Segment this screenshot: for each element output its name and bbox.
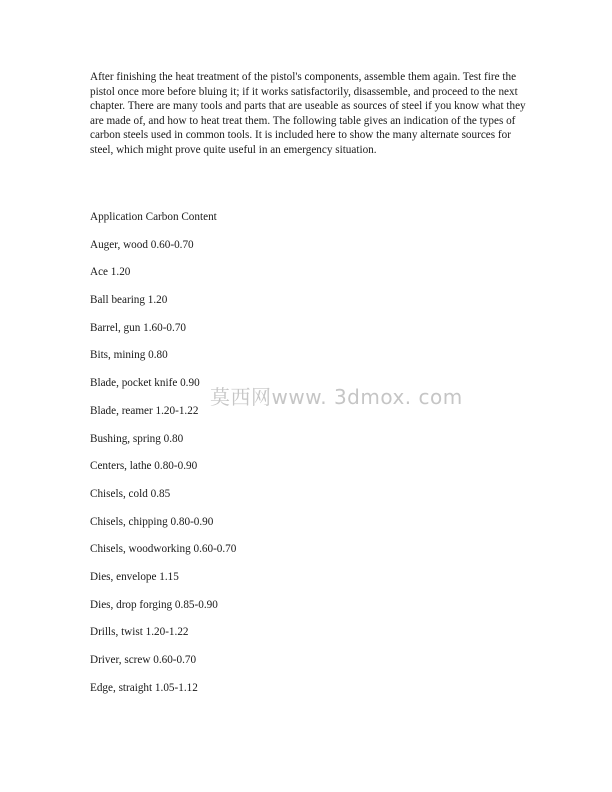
table-row: Bushing, spring 0.80 bbox=[90, 432, 184, 445]
table-row: Chisels, woodworking 0.60-0.70 bbox=[90, 543, 237, 556]
table-row: Blade, reamer 1.20-1.22 bbox=[90, 404, 199, 417]
table-row: Ace 1.20 bbox=[90, 266, 131, 279]
table-row: Dies, envelope 1.15 bbox=[90, 570, 179, 583]
watermark-text: 莫西网www. 3dmox. com bbox=[210, 385, 463, 409]
carbon-content-table bbox=[90, 210, 530, 708]
table-row: Barrel, gun 1.60-0.70 bbox=[90, 321, 187, 334]
table-row: Bits, mining 0.80 bbox=[90, 349, 168, 362]
table-row: Dies, drop forging 0.85-0.90 bbox=[90, 598, 218, 611]
table-row: Chisels, chipping 0.80-0.90 bbox=[90, 515, 214, 528]
table-row: Ball bearing 1.20 bbox=[90, 294, 168, 307]
intro-paragraph: After finishing the heat treatment of the pistol's components, assemble them again. Test fire the pistol once more before bluing it; if it works satisfactorily, disassemble, and proceed to the next chapter. There are many tools and parts that are useable as sources of steel if you know what they are made of, and how to heat treat them. The following table gives an indication of the types of carbon steels used in common tools. It is included here to show the many alternate sources for steel, which might prove quite useful in an emergency situation. bbox=[90, 71, 526, 156]
table-row: Blade, pocket knife 0.90 bbox=[90, 377, 200, 390]
table-row: Chisels, cold 0.85 bbox=[90, 487, 171, 500]
table-row: Centers, lathe 0.80-0.90 bbox=[90, 460, 198, 473]
table-row: Drills, twist 1.20-1.22 bbox=[90, 626, 189, 639]
table-header: Application Carbon Content bbox=[90, 211, 217, 223]
table-row: Edge, straight 1.05-1.12 bbox=[90, 681, 198, 694]
table-row: Auger, wood 0.60-0.70 bbox=[90, 238, 194, 251]
table-row: Driver, screw 0.60-0.70 bbox=[90, 654, 197, 666]
